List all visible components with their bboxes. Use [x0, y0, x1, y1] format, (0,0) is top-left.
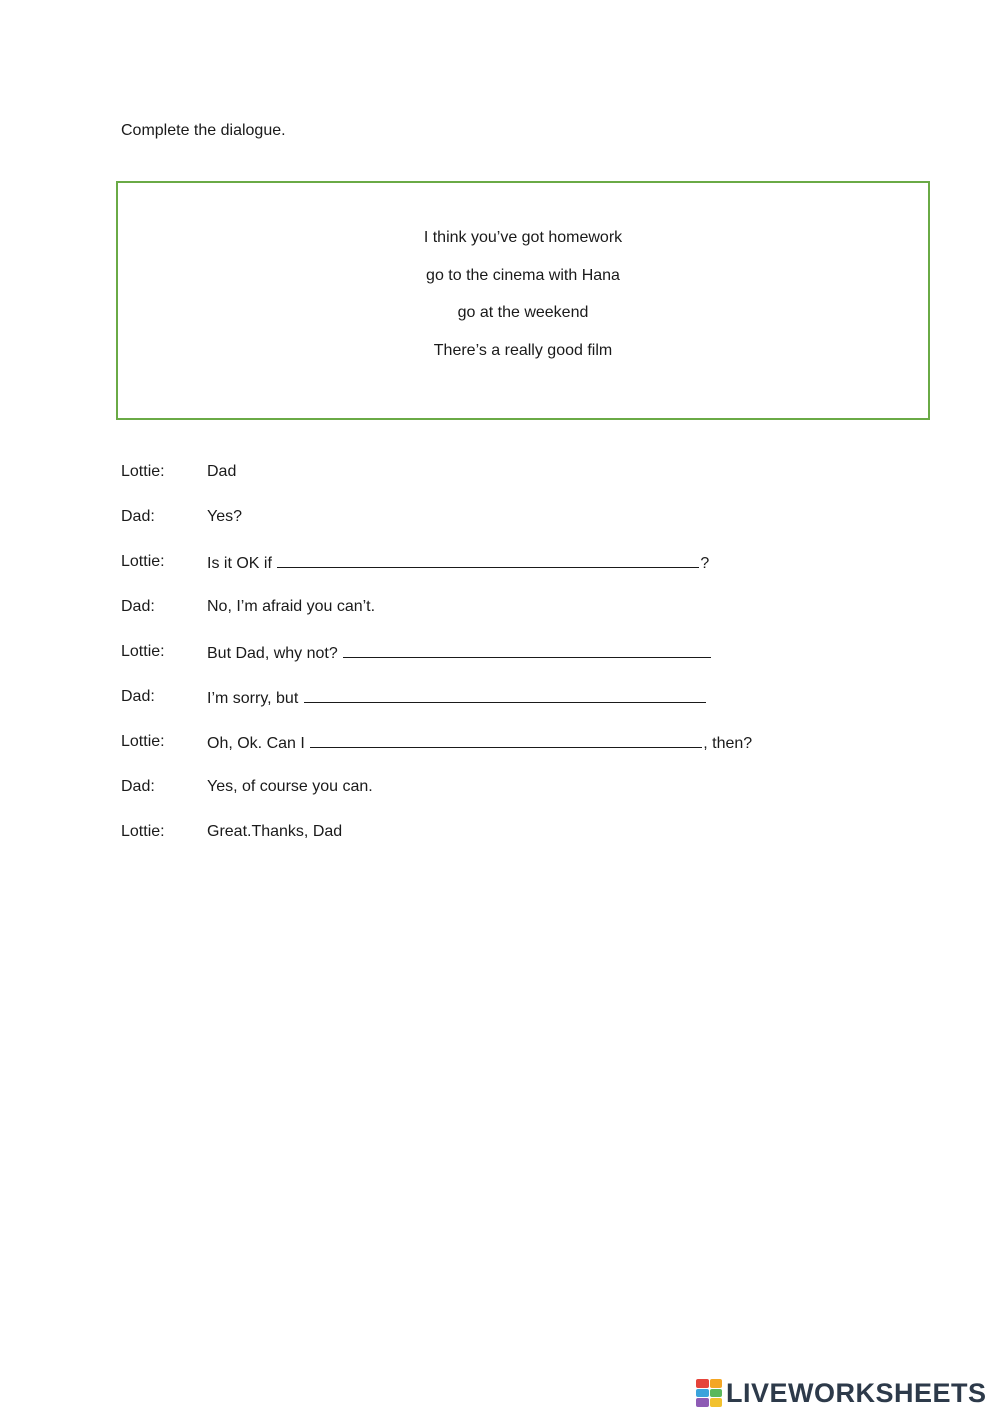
liveworksheets-logo[interactable]	[696, 1376, 987, 1410]
line-text-before: Oh, Ok. Can I	[207, 735, 310, 752]
speaker-label: Lottie:	[121, 733, 165, 750]
word-box-phrase: I think you’ve got homework	[423, 229, 623, 246]
word-box-phrase: There’s a really good film	[433, 342, 613, 359]
speaker-label: Lottie:	[121, 553, 165, 570]
word-box	[116, 181, 930, 420]
logo-text: LIVEWORKSHEETS	[726, 1377, 987, 1408]
line-text	[207, 461, 236, 483]
speaker-label: Lottie:	[121, 463, 165, 480]
line-text-before: Dad	[207, 463, 237, 480]
answer-blank-2[interactable]	[343, 641, 711, 658]
speaker-label: Dad:	[121, 778, 155, 795]
line-text-after: ?	[700, 555, 710, 572]
line-text	[207, 686, 707, 710]
line-text	[207, 776, 373, 798]
answer-blank-4[interactable]	[310, 731, 702, 748]
line-text	[207, 641, 712, 665]
line-text-before: Great.Thanks, Dad	[207, 823, 343, 840]
line-text	[207, 731, 752, 755]
line-text	[207, 551, 709, 575]
speaker-label: Lottie:	[121, 643, 165, 660]
line-text-before: No, I’m afraid you can’t.	[207, 598, 376, 615]
line-text-before: Yes, of course you can.	[207, 778, 373, 795]
answer-blank-3[interactable]	[304, 686, 706, 703]
line-text-before: I’m sorry, but	[207, 690, 303, 707]
speaker-label: Lottie:	[121, 823, 165, 840]
speaker-label: Dad:	[121, 508, 155, 525]
instruction-text: Complete the dialogue.	[121, 122, 286, 139]
logo-mark-icon	[696, 1379, 722, 1407]
answer-blank-1[interactable]	[277, 551, 699, 568]
line-text-before: Is it OK if	[207, 555, 277, 572]
line-text	[207, 821, 342, 843]
line-text-after: , then?	[703, 735, 753, 752]
line-text-before: Yes?	[207, 508, 242, 525]
line-text	[207, 506, 242, 528]
speaker-label: Dad:	[121, 688, 155, 705]
line-text-before: But Dad, why not?	[207, 645, 343, 662]
line-text	[207, 596, 375, 618]
speaker-label: Dad:	[121, 598, 155, 615]
word-box-phrase: go at the weekend	[457, 304, 589, 321]
word-box-phrase: go to the cinema with Hana	[426, 267, 620, 284]
